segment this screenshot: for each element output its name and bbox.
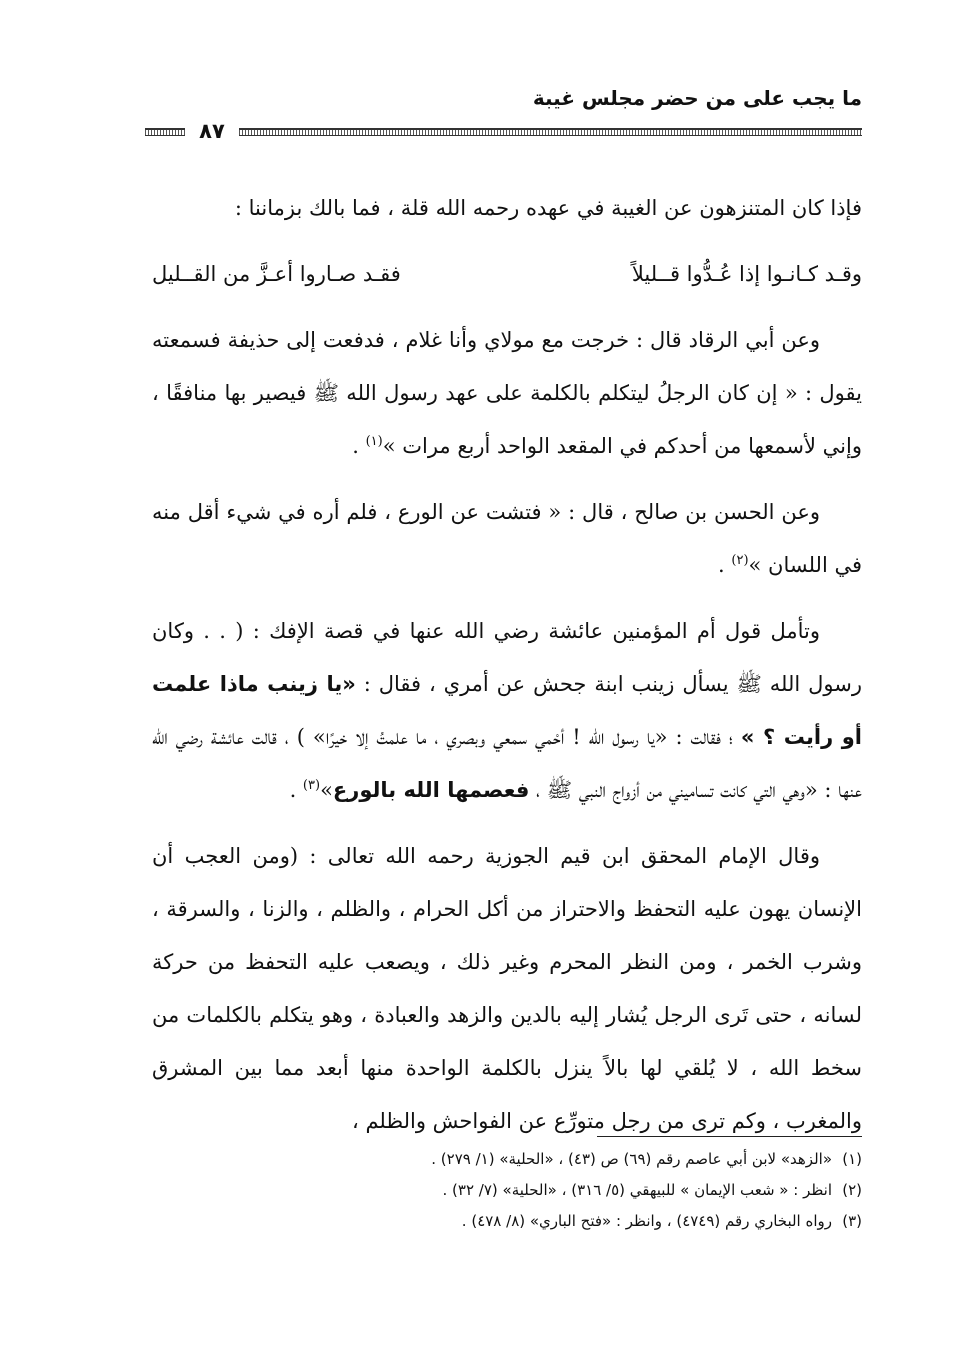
paragraph-1: فإذا كان المتنزهون عن الغيبة في عهده رحمه الله قلة ، فما بالك بزماننا : [234,196,862,220]
footnote-ref-1[interactable]: (١) [365,434,383,449]
verse-hemistich-2: فقـد صـاروا أعـزَّ من القــليل [152,262,401,286]
paragraph-2-text: وعن أبي الرقاد قال : خرجت مع مولاي وأنا غلام ، فدفعت إلى حذيفة فسمعته يقول : « إن كان الرجلُ ليتكلم بالكلمة على عهد رسول الله ﷺ فيصير بها منافقًا ، وإني لأسمعها من أحدكم في المقعد الواحد أربع مرات » [152,328,862,458]
paragraph-3-text: وعن الحسن بن صالح ، قال : « فتشت عن الورع ، فلم أره في شيء أقل منه في اللسان » [152,500,862,577]
paragraph-4-bold-quote: «يا زينب ماذا علمت أو رأيت ؟ » [152,672,862,749]
header-rule-short [145,128,185,136]
paragraph-5: وقال الإمام المحقق ابن قيم الجوزية رحمه الله تعالى : (ومن العجب أن الإنسان يهون عليه التحفظ والاحتراز من أكل الحرام ، والظلم ، والزنا ، والسرقة ، وشرب الخمر ، ومن النظر المحرم وغير ذلك ، ويصعب عليه التحفظ من حركة لسانه ، حتى تَرى الرجل يُشار إليه بالدين والزهد والعبادة ، وهو يتكلم بالكلمات من سخط الله ، لا يُلقي لها بالاً ينزل بالكلمة الواحدة منها أبعد مما بين المشرق والمغرب ، وكم ترى من رجل متورِّع عن الفواحش والظلم ، [152,844,862,1133]
header-rule [145,118,862,146]
paragraph-4 [152,605,862,817]
paragraph-3 [152,486,862,592]
paragraph-3-end: . [718,553,732,577]
footnote-2 [152,1175,862,1206]
footnote-1-text: «الزهد» لابن أبي عاصم رقم (٦٩) ص (٤٣) ، «الحلية» (١/ ٢٧٩) . [431,1150,832,1168]
running-title: ما يجب على من حضر مجلس غيبة [532,86,862,110]
paragraph-2 [152,314,862,473]
paragraph-2-end: . [352,434,366,458]
paragraph-4-text-b: ؛ فقالت : «يا رسول الله ! أحْمي سمعي وبصري ، ما علمتُ إلا خيرًا» ) ، قالت عائشة رضي الله عنها : «وهي التي كانت تساميني من أزواج النبي ﷺ ، [152,725,862,802]
footnotes [152,1144,862,1237]
paragraph-4-text-a: وتأمل قول أم المؤمنين عائشة رضي الله عنها في قصة الإفك : ( . . وكان رسول الله ﷺ يسأل زينب ابنة جحش عن أمري ، فقال : [152,619,862,696]
footnote-separator [597,1136,862,1137]
main-text [152,182,862,1161]
verse-hemistich-1: وقـد كـانـوا إذا عُـدُّوا قــليلاً [631,262,862,286]
footnote-1-number: (١) [842,1150,862,1168]
header-rule-long [239,128,862,136]
verse-line [152,248,862,301]
footnote-3-number: (٣) [842,1212,862,1230]
footnote-2-text: انظر : « شعب الإيمان » للبيهقي (٥/ ٣١٦) ، «الحلية» (٧/ ٣٢) . [442,1181,832,1199]
footnote-3-text: رواه البخاري رقم (٤٧٤٩) ، وانظر : «فتح الباري» (٨/ ٤٧٨) . [461,1212,832,1230]
paragraph-4-text-c: » [320,778,333,802]
footnote-2-number: (٢) [842,1181,862,1199]
paragraph-4-end: . [289,778,303,802]
paragraph-4-bold-phrase: فعصمها الله بالورع [332,778,530,802]
footnote-1 [152,1144,862,1175]
footnote-ref-2[interactable]: (٢) [731,553,749,568]
page-number: ٨٧ [199,119,225,143]
footnote-3 [152,1206,862,1237]
footnote-ref-3[interactable]: (٣) [302,778,321,793]
